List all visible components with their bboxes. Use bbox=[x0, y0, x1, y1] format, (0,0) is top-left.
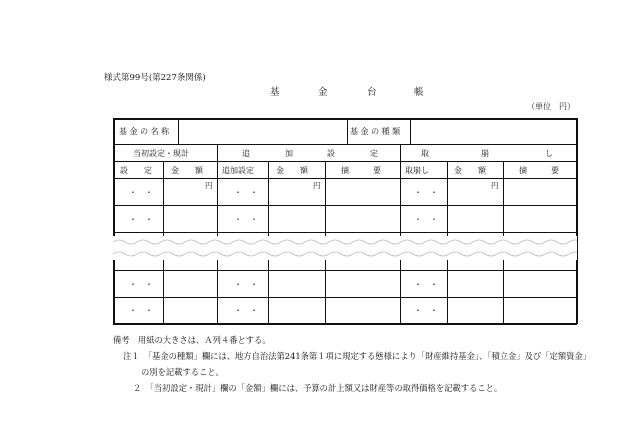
unit-label: （単位 円） bbox=[527, 102, 575, 111]
col-amount2: 金 額 bbox=[276, 166, 308, 175]
date-dots: ・ ・ bbox=[129, 188, 153, 197]
yen-unit: 円 bbox=[313, 181, 321, 190]
title-char: 台 bbox=[367, 87, 377, 98]
group-addition-char: 追 bbox=[242, 149, 250, 158]
title-char: 金 bbox=[318, 87, 328, 98]
col-amount: 金 額 bbox=[171, 166, 203, 175]
group-withdrawal-char: し bbox=[545, 149, 553, 158]
title-char: 帳 bbox=[414, 87, 424, 98]
date-dots: ・ ・ bbox=[234, 188, 258, 197]
yen-unit: 円 bbox=[491, 181, 499, 190]
group-addition-char: 加 bbox=[285, 149, 293, 158]
break-wave-lines bbox=[113, 236, 577, 260]
col-withdraw: 取崩し bbox=[405, 166, 429, 175]
form-number: 様式第99号(第227条関係) bbox=[104, 73, 206, 83]
date-dots: ・ ・ bbox=[234, 280, 258, 289]
fund-type-label: 基 金 の 種 類 bbox=[350, 127, 401, 136]
note-2: ２ 「当初設定・現計」欄の「金額」欄には、予算の計上額又は財産等の取得価格を記載すること。 bbox=[133, 383, 503, 393]
group-initial-header: 当初設定・現計 bbox=[133, 149, 189, 158]
date-dots: ・ ・ bbox=[414, 306, 438, 315]
date-dots: ・ ・ bbox=[234, 215, 258, 224]
fund-type-field[interactable] bbox=[411, 119, 576, 143]
col-amount3: 金 額 bbox=[454, 166, 486, 175]
col-summary: 摘 要 bbox=[341, 166, 381, 175]
fund-name-label: 基 金 の 名 称 bbox=[119, 127, 170, 136]
date-dots: ・ ・ bbox=[129, 306, 153, 315]
fund-ledger-table bbox=[113, 118, 577, 324]
col-setting: 設 定 bbox=[120, 166, 152, 175]
note-1: 注１ 「基金の種類」欄には、地方自治法第241条第１項に規定する態様により「財産維持基金」、「積立金」及び「定額資金」 bbox=[123, 351, 592, 361]
date-dots: ・ ・ bbox=[129, 215, 153, 224]
group-withdrawal-char: 取 bbox=[421, 149, 429, 158]
date-dots: ・ ・ bbox=[414, 215, 438, 224]
date-dots: ・ ・ bbox=[129, 280, 153, 289]
remark-line: 備考 用紙の大きさは、Ａ列４番とする。 bbox=[113, 335, 271, 345]
group-addition-char: 設 bbox=[327, 149, 335, 158]
yen-unit: 円 bbox=[205, 181, 213, 190]
date-dots: ・ ・ bbox=[414, 188, 438, 197]
title-char: 基 bbox=[270, 87, 280, 98]
fund-name-field[interactable] bbox=[179, 119, 347, 143]
col-summary2: 摘 要 bbox=[519, 166, 559, 175]
table-break bbox=[113, 236, 577, 260]
note-1-continued: の別を記載すること。 bbox=[141, 367, 224, 377]
group-withdrawal-char: 崩 bbox=[481, 149, 489, 158]
group-addition-char: 定 bbox=[370, 149, 378, 158]
date-dots: ・ ・ bbox=[414, 280, 438, 289]
date-dots: ・ ・ bbox=[234, 306, 258, 315]
col-add-setting: 追加設定 bbox=[222, 166, 254, 175]
